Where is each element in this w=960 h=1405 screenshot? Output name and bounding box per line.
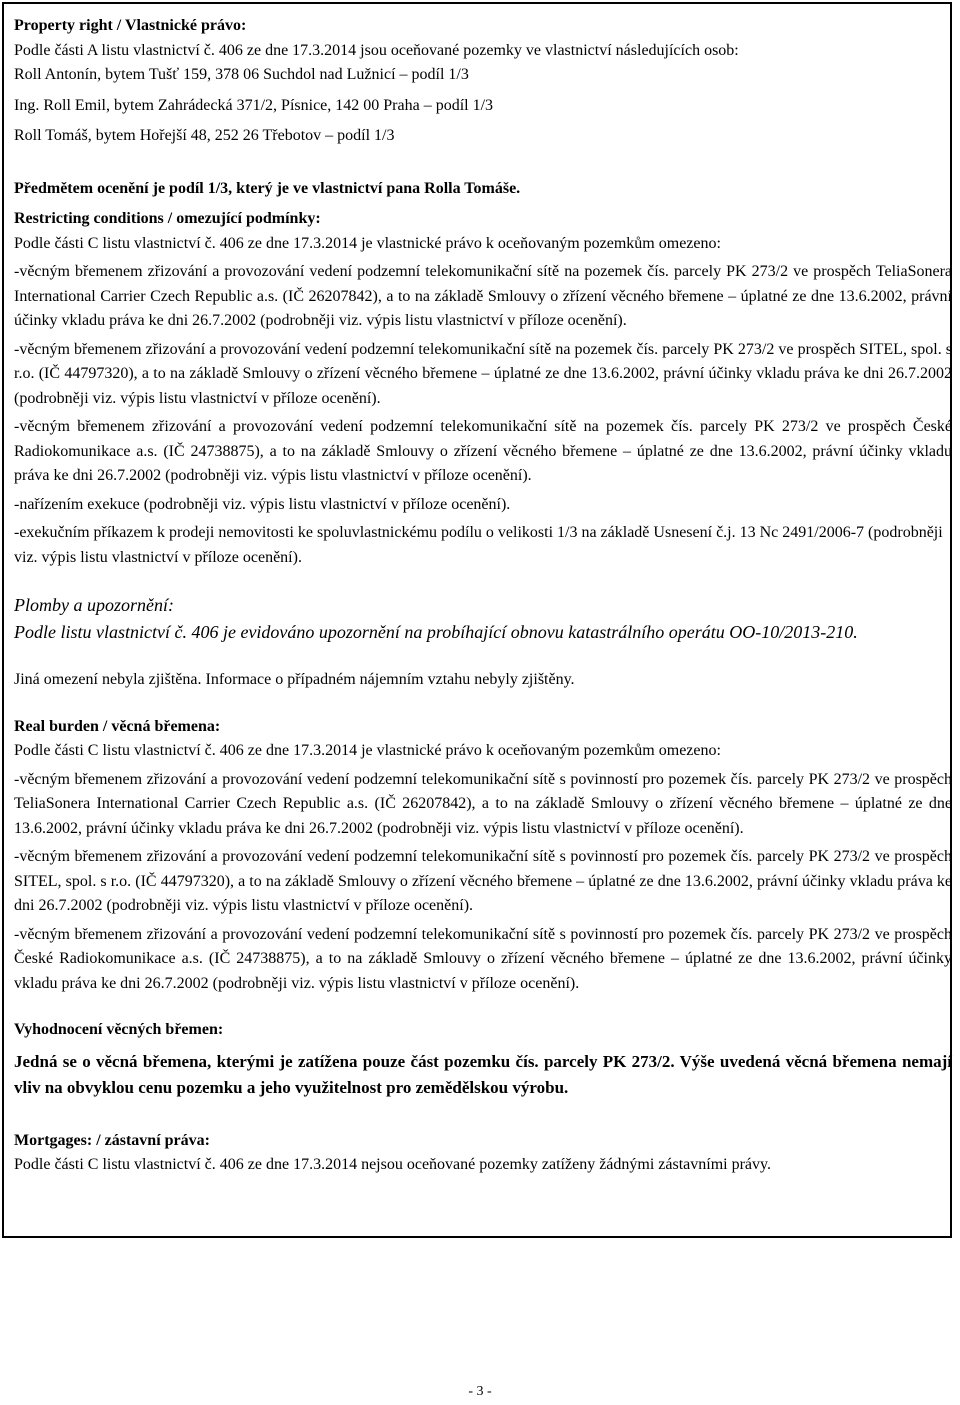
burden-item: -věcným břemenem zřizování a provozování vedení podzemní telekomunikační sítě s povinností pro pozemek čís. parcely PK 273/2 ve prospěch České Radiokomunikace a.s. (IČ 24738875), a to na základě Smlouvy o zřízení věcného břemene – úplatné ze dne 13.6.2002, právní účinky vkladu práva ke dni 26.7.2002 (podrobněji viz. výpis listu vlastnictví v příloze ocenění). xyxy=(14,925,952,992)
restriction-item: -věcným břemenem zřizování a provozování vedení podzemní telekomunikační sítě na pozemek čís. parcely PK 273/2 ve prospěch SITEL, spol. s r.o. (IČ 44797320), a to na základě Smlouvy o zřízení věcného břemene – úplatné ze dne 13.6.2002, právní účinky vkladu práva ke dni 26.7.2002 (podrobněji viz. výpis listu vlastnictví v příloze ocenění). xyxy=(14,340,952,407)
ownership-line: Roll Antonín, bytem Tušť 159, 378 06 Suchdol nad Lužnicí – podíl 1/3 xyxy=(14,66,469,83)
document-body xyxy=(14,14,952,1178)
restriction-item: -exekučním příkazem k prodeji nemovitosti ke spoluvlastnickému podílu o velikosti 1/3 na základě Usnesení č.j. 13 Nc 2491/2006-7 (podrobněji viz. výpis listu vlastnictví v příloze ocenění). xyxy=(14,524,943,566)
restricting-heading: Restricting conditions / omezující podmínky: xyxy=(14,210,321,227)
burden-item: -věcným břemenem zřizování a provozování vedení podzemní telekomunikační sítě s povinností pro pozemek čís. parcely PK 273/2 ve prospěch TeliaSonera International Carrier Czech Republic a.s. (IČ 26207842), a to na základě Smlouvy o zřízení věcného břemene – úplatné ze dne 13.6.2002, právní účinky vkladu práva ke dni 26.7.2002 (podrobněji viz. výpis listu vlastnictví v příloze ocenění). xyxy=(14,770,952,837)
ownership-line: Podle části A listu vlastnictví č. 406 ze dne 17.3.2014 jsou oceňované pozemky ve vlastnictví následujících osob: xyxy=(14,41,739,59)
burden-item: -věcným břemenem zřizování a provozování vedení podzemní telekomunikační sítě s povinností pro pozemek čís. parcely PK 273/2 ve prospěch SITEL, spol. s r.o. (IČ 44797320), a to na základě Smlouvy o zřízení věcného břemene – úplatné ze dne 13.6.2002, právní účinky vkladu práva ke dni 26.7.2002 (podrobněji viz. výpis listu vlastnictví v příloze ocenění). xyxy=(14,848,952,914)
evaluation-text: Jedná se o věcná břemena, kterými je zatížena pouze část pozemku čís. parcely PK 273/2. Výše uvedená věcná břemena nemají vliv na obvyklou cenu pozemku a jeho využitelnost pro zemědělskou výrobu. xyxy=(14,1051,952,1097)
ownership-heading: Property right / Vlastnické právo: xyxy=(14,17,247,34)
ownership-line: Ing. Roll Emil, bytem Zahrádecká 371/2, Písnice, 142 00 Praha – podíl 1/3 xyxy=(14,96,494,114)
restriction-item: -věcným břemenem zřizování a provozování vedení podzemní telekomunikační sítě na pozemek čís. parcely PK 273/2 ve prospěch České Radiokomunikace a.s. (IČ 24738875), a to na základě Smlouvy o zřízení věcného břemene – úplatné ze dne 13.6.2002, právní účinky vkladu práva ke dni 26.7.2002 (podrobněji viz. výpis listu vlastnictví v příloze ocenění). xyxy=(14,418,952,484)
restriction-item: -nařízením exekuce (podrobněji viz. výpis listu vlastnictví v příloze ocenění). xyxy=(14,495,511,513)
plomby-text: Podle listu vlastnictví č. 406 je evidováno upozornění na probíhající obnovu katastrálního operátu OO-10/2013-210. xyxy=(14,622,858,642)
other-restrictions: Jiná omezení nebyla zjištěna. Informace o případném nájemním vztahu nebyly zjištěny. xyxy=(14,671,575,688)
evaluation-heading: Vyhodnocení věcných břemen: xyxy=(14,1021,224,1038)
mortgages-heading: Mortgages: / zástavní práva: xyxy=(14,1131,210,1149)
content-frame xyxy=(2,2,952,1238)
real-burden-heading: Real burden / věcná břemena: xyxy=(14,717,221,735)
restricting-intro: Podle části C listu vlastnictví č. 406 ze dne 17.3.2014 je vlastnické právo k oceňovaným pozemkům omezeno: xyxy=(14,234,721,252)
valuation-subject: Předmětem ocenění je podíl 1/3, který je ve vlastnictví pana Rolla Tomáše. xyxy=(14,179,521,197)
page-number: - 3 - xyxy=(468,1384,492,1399)
mortgages-text: Podle části C listu vlastnictví č. 406 ze dne 17.3.2014 nejsou oceňované pozemky zatíženy žádnými zástavními právy. xyxy=(14,1156,771,1173)
restriction-item: -věcným břemenem zřizování a provozování vedení podzemní telekomunikační sítě na pozemek čís. parcely PK 273/2 ve prospěch TeliaSonera International Carrier Czech Republic a.s. (IČ 26207842), a to na základě Smlouvy o zřízení věcného břemene – úplatné ze dne 13.6.2002, právní účinky vkladu práva ke dni 26.7.2002 (podrobněji viz. výpis listu vlastnictví v příloze ocenění). xyxy=(14,263,952,329)
ownership-line: Roll Tomáš, bytem Hořejší 48, 252 26 Třebotov – podíl 1/3 xyxy=(14,127,395,144)
real-burden-intro: Podle části C listu vlastnictví č. 406 ze dne 17.3.2014 je vlastnické právo k oceňovaným pozemkům omezeno: xyxy=(14,742,721,759)
plomby-heading: Plomby a upozornění: xyxy=(14,595,174,615)
